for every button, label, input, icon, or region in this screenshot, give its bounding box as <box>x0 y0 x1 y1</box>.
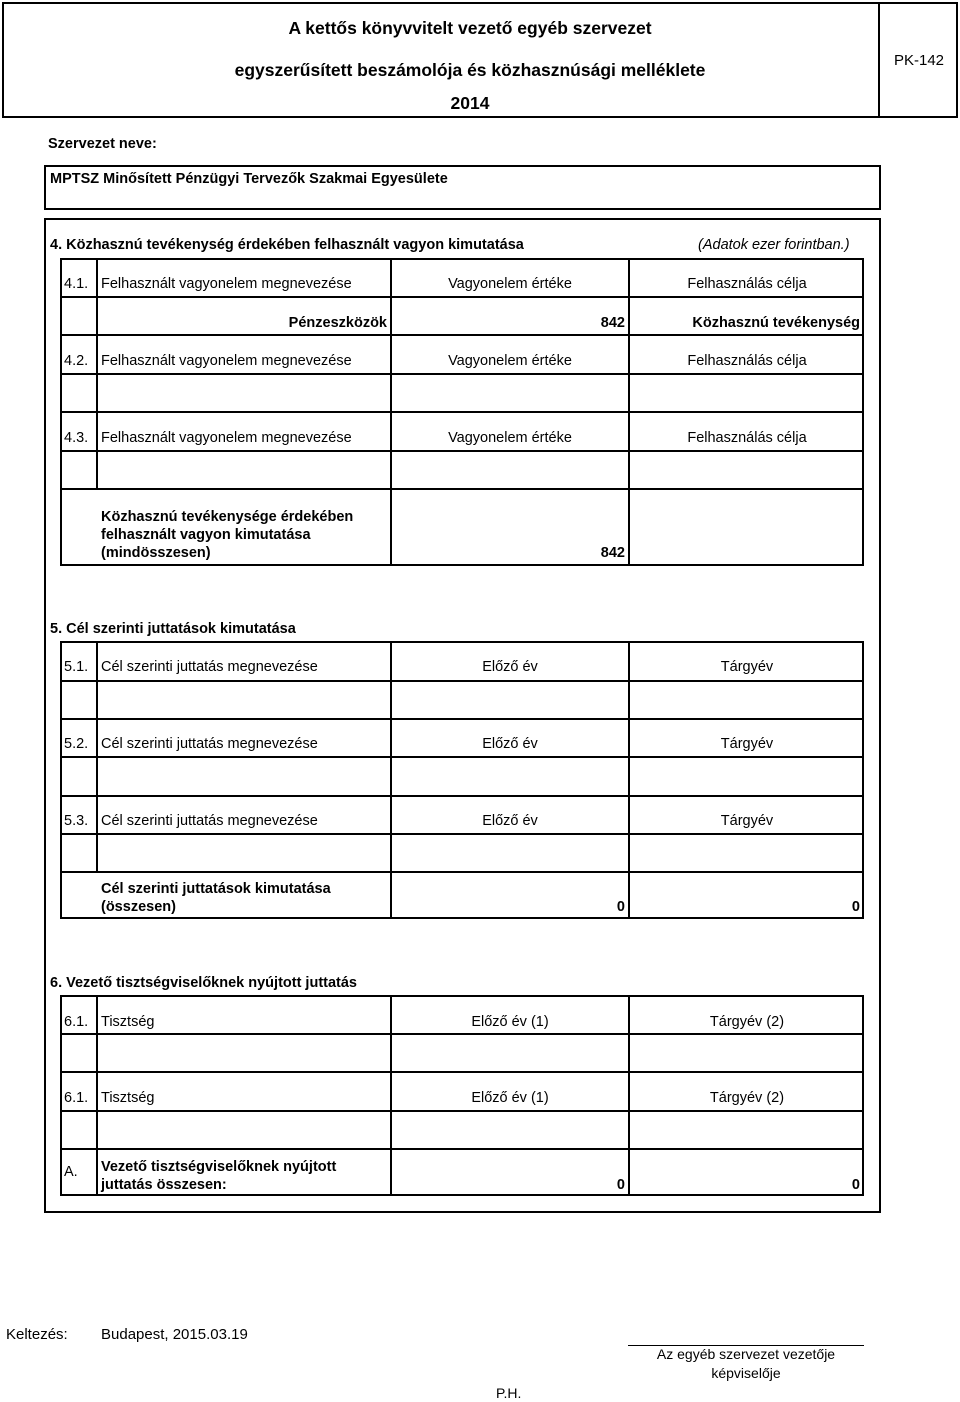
section4-total-label: Közhasznú tevékenysége érdekében <box>101 509 354 525</box>
grid-line <box>60 373 864 375</box>
place-date: Budapest, 2015.03.19 <box>101 1326 248 1343</box>
col-header-value: Vagyonelem értéke <box>448 353 572 369</box>
grid-line <box>60 871 864 873</box>
grid-line <box>60 795 864 797</box>
grid-line <box>60 680 864 682</box>
col-header-position: Tisztség <box>101 1090 155 1106</box>
col-header-purpose: Felhasználás célja <box>687 276 807 292</box>
grid-line <box>60 1033 864 1035</box>
row-number: 4.1. <box>64 276 89 292</box>
signer-title: képviselője <box>711 1365 781 1381</box>
section5-total-prev: 0 <box>616 899 625 915</box>
row-number: 6.1. <box>64 1014 89 1030</box>
doc-title-line1: A kettős könyvvitelt vezető egyéb szervezet <box>288 18 652 38</box>
col-header-value: Vagyonelem értéke <box>448 430 572 446</box>
grid-line <box>60 296 864 298</box>
form-code: PK-142 <box>893 52 945 69</box>
section6-title: 6. Vezető tisztségviselőknek nyújtott juttatás <box>50 975 357 991</box>
asset-value: 842 <box>600 315 625 331</box>
col-header-prev: Előző év <box>482 659 538 675</box>
grid-line <box>60 1110 864 1112</box>
row-number: 5.2. <box>64 736 89 752</box>
grid-line <box>628 258 630 566</box>
grid-line <box>60 1148 864 1150</box>
grid-line <box>96 995 98 1196</box>
unit-note: (Adatok ezer forintban.) <box>698 237 850 253</box>
col-header-name: Felhasznált vagyonelem megnevezése <box>101 276 352 292</box>
row-number: 5.3. <box>64 813 89 829</box>
section5-total-curr: 0 <box>851 899 860 915</box>
section6-total-curr: 0 <box>851 1177 860 1193</box>
col-header-curr: Tárgyév (2) <box>709 1090 785 1106</box>
org-name: MPTSZ Minősített Pénzügyi Tervezők Szakmai Egyesülete <box>50 171 448 187</box>
row-number: 4.3. <box>64 430 89 446</box>
col-header-curr: Tárgyév <box>720 659 774 675</box>
col-header-name: Cél szerinti juttatás megnevezése <box>101 736 318 752</box>
grid-line <box>60 450 864 452</box>
col-header-name: Felhasznált vagyonelem megnevezése <box>101 353 352 369</box>
asset-purpose: Közhasznú tevékenység <box>692 315 860 331</box>
col-header-prev: Előző év <box>482 736 538 752</box>
doc-year: 2014 <box>450 93 490 113</box>
col-header-name: Cél szerinti juttatás megnevezése <box>101 659 318 675</box>
section5-table <box>60 641 864 919</box>
col-header-prev: Előző év (1) <box>471 1014 549 1030</box>
col-header-purpose: Felhasználás célja <box>687 430 807 446</box>
row-number: A. <box>64 1164 78 1180</box>
grid-line <box>60 411 864 413</box>
col-header-value: Vagyonelem értéke <box>448 276 572 292</box>
section4-total-label: (mindösszesen) <box>101 545 211 561</box>
col-header-name: Felhasznált vagyonelem megnevezése <box>101 430 352 446</box>
section5-total-label: (összesen) <box>101 899 176 915</box>
grid-line <box>60 1071 864 1073</box>
grid-line <box>390 258 392 566</box>
section4-total-label: felhasznált vagyon kimutatása <box>101 527 311 543</box>
section6-total-label: Vezető tisztségviselőknek nyújtott <box>101 1159 337 1175</box>
grid-line <box>60 756 864 758</box>
col-header-curr: Tárgyév <box>720 813 774 829</box>
grid-line <box>628 641 630 919</box>
col-header-position: Tisztség <box>101 1014 155 1030</box>
col-header-name: Cél szerinti juttatás megnevezése <box>101 813 318 829</box>
section6-total-prev: 0 <box>616 1177 625 1193</box>
section5-title: 5. Cél szerinti juttatások kimutatása <box>50 621 296 637</box>
col-header-prev: Előző év <box>482 813 538 829</box>
grid-line <box>390 641 392 919</box>
doc-title-line2: egyszerűsített beszámolója és közhasznúsági melléklete <box>234 60 706 80</box>
col-header-curr: Tárgyév <box>720 736 774 752</box>
asset-name: Pénzeszközök <box>288 315 387 331</box>
grid-line <box>96 258 98 488</box>
stamp-label: P.H. <box>496 1385 522 1401</box>
col-header-prev: Előző év (1) <box>471 1090 549 1106</box>
grid-line <box>60 488 864 490</box>
section4-title: 4. Közhasznú tevékenység érdekében felhasznált vagyon kimutatása <box>50 237 524 253</box>
grid-line <box>60 718 864 720</box>
grid-line <box>60 334 864 336</box>
row-number: 4.2. <box>64 353 89 369</box>
col-header-purpose: Felhasználás célja <box>687 353 807 369</box>
row-number: 6.1. <box>64 1090 89 1106</box>
org-label: Szervezet neve: <box>48 136 157 152</box>
signer-title: Az egyéb szervezet vezetője <box>656 1346 836 1362</box>
section6-total-label: juttatás összesen: <box>101 1177 227 1193</box>
grid-line <box>60 833 864 835</box>
date-label: Keltezés: <box>6 1326 68 1343</box>
row-number: 5.1. <box>64 659 89 675</box>
section4-total-value: 842 <box>600 545 625 561</box>
grid-line <box>96 641 98 871</box>
section5-total-label: Cél szerinti juttatások kimutatása <box>101 881 331 897</box>
col-header-curr: Tárgyév (2) <box>709 1014 785 1030</box>
